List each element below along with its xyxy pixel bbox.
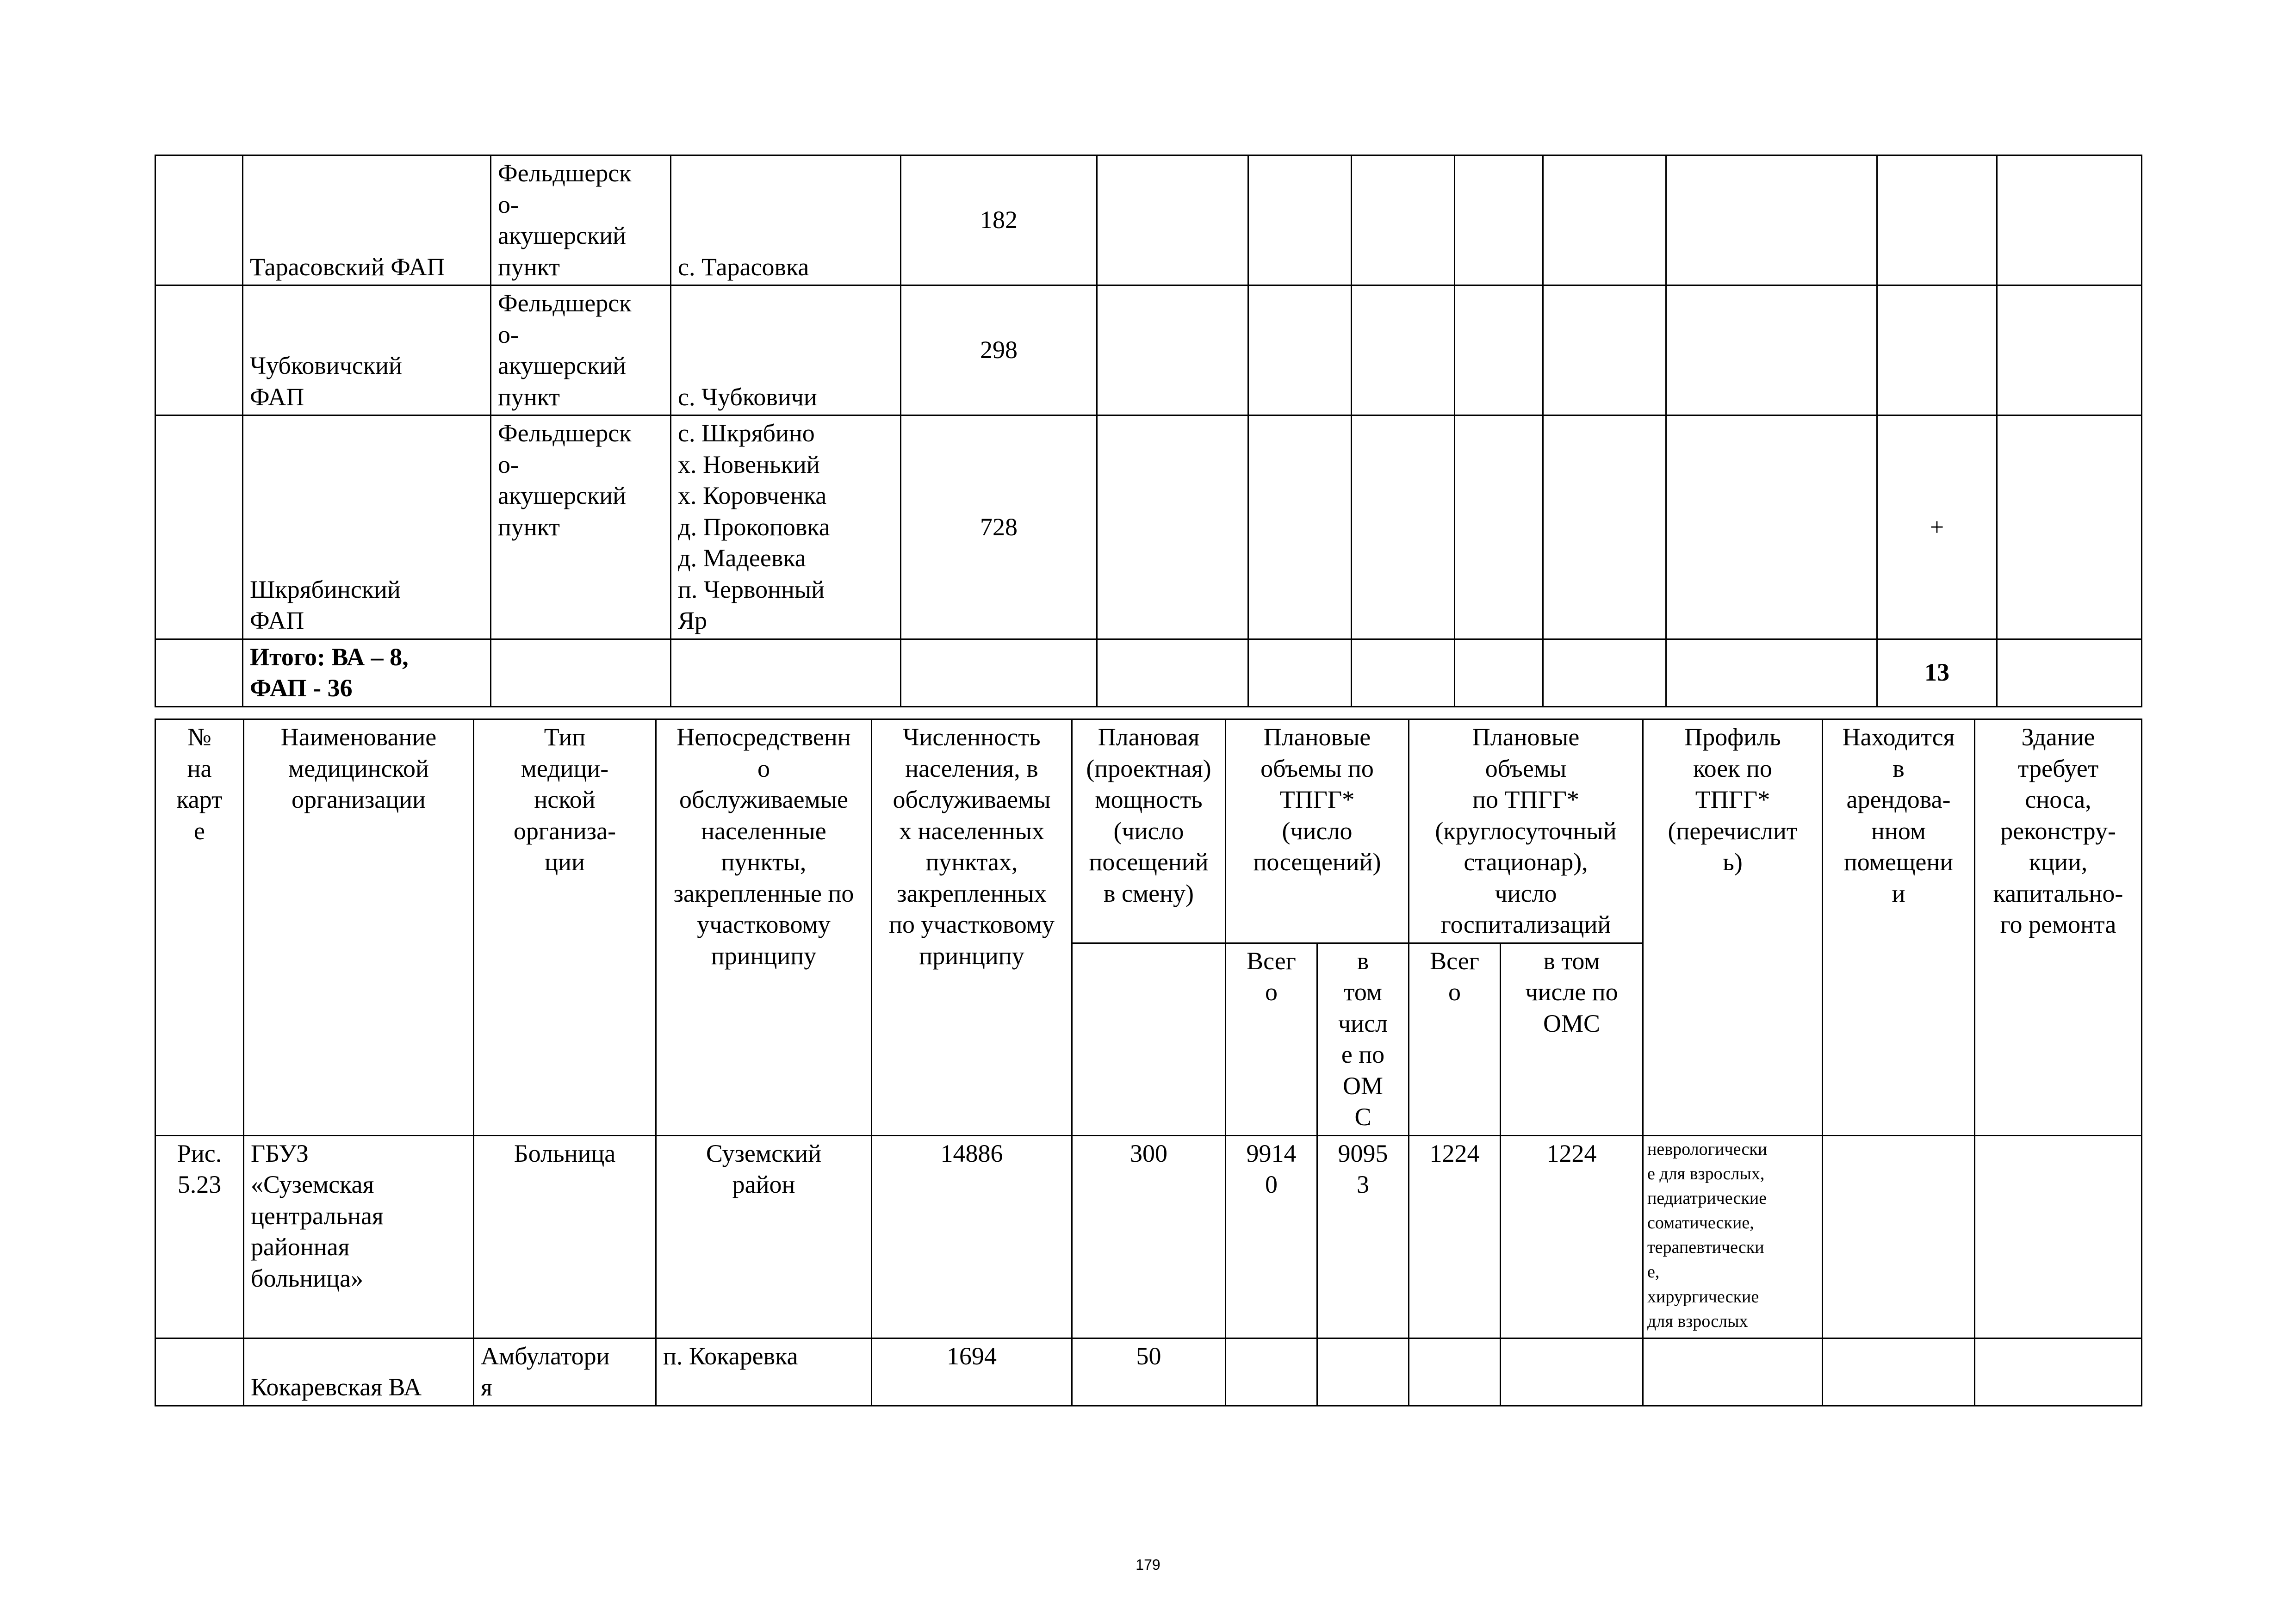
row-visits-total: 9914 0 — [1226, 1135, 1317, 1338]
page-number: 179 — [1136, 1556, 1160, 1573]
subheader-visits-oms: в том числ е по ОМ С — [1317, 943, 1409, 1135]
row-bed-profile: неврологически е для взрослых, педиатрические соматические, терапевтически е, хирургические для взрослых — [1643, 1135, 1823, 1338]
row-repair — [1975, 1338, 2142, 1406]
facility-type: Фельдшерск о- акушерский пункт — [491, 155, 671, 285]
row-capacity: 300 — [1072, 1135, 1226, 1338]
row-hosp-total: 1224 — [1409, 1135, 1501, 1338]
facility-population: 182 — [901, 155, 1097, 285]
subheader-hosp-oms: в том числе по ОМС — [1501, 943, 1643, 1135]
facility-name: Шкрябинский ФАП — [243, 415, 491, 639]
row-hosp-total — [1409, 1338, 1501, 1406]
header-places: Непосредственн о обслуживаемые населенные пункты, закрепленные по участковому принципу — [656, 719, 872, 1136]
header-type: Тип медици- нской организа- ции — [474, 719, 656, 1136]
row-rented — [1823, 1135, 1975, 1338]
table-row — [155, 155, 2142, 285]
table-row — [155, 1135, 2142, 1338]
row-population: 14886 — [872, 1135, 1072, 1338]
row-type: Больница — [474, 1135, 656, 1338]
header-hospitalizations: Плановые объемы по ТПГГ* (круглосуточный стационар), число госпитализаций — [1409, 719, 1643, 943]
table-row — [155, 415, 2142, 639]
total-value: 13 — [1877, 639, 1997, 706]
facility-name: Тарасовский ФАП — [243, 155, 491, 285]
row-name: Кокаревская ВА — [244, 1338, 474, 1406]
header-name: Наименование медицинской организации — [244, 719, 474, 1136]
facility-population: 728 — [901, 415, 1097, 639]
header-visits: Плановые объемы по ТПГГ* (число посещений) — [1226, 719, 1409, 943]
row-num — [155, 1338, 244, 1406]
row-places: п. Кокаревка — [656, 1338, 872, 1406]
header-num: № на карт е — [155, 719, 244, 1136]
row-hosp-oms: 1224 — [1501, 1135, 1643, 1338]
row-bed-profile — [1643, 1338, 1823, 1406]
table-row — [155, 1338, 2142, 1406]
row-places: Суземский район — [656, 1135, 872, 1338]
row-capacity: 50 — [1072, 1338, 1226, 1406]
header-bed-profile: Профиль коек по ТПГГ* (перечислит ь) — [1643, 719, 1823, 1136]
header-rented: Находится в арендова- нном помещени и — [1823, 719, 1975, 1136]
row-repair — [1975, 1135, 2142, 1338]
facility-mark — [1877, 155, 1997, 285]
row-population: 1694 — [872, 1338, 1072, 1406]
row-num: Рис. 5.23 — [155, 1135, 244, 1338]
subheader-hosp-total: Всег о — [1409, 943, 1501, 1135]
table-row — [155, 285, 2142, 415]
header-population: Численность населения, в обслуживаемы х населенных пунктах, закрепленных по участковому принципу — [872, 719, 1072, 1136]
facility-places: с. Шкрябино х. Новенький х. Коровченка д. Прокоповка д. Мадеевка п. Червонный Яр — [671, 415, 901, 639]
total-row — [155, 639, 2142, 706]
facility-type: Фельдшерск о- акушерский пункт — [491, 415, 671, 639]
row-rented — [1823, 1338, 1975, 1406]
facilities-continuation-table — [155, 155, 2142, 707]
subheader-visits-total: Всег о — [1226, 943, 1317, 1135]
header-capacity: Плановая (проектная) мощность (число посещений в смену) — [1072, 719, 1226, 943]
facility-places: с. Чубковичи — [671, 285, 901, 415]
row-type: Амбулатори я — [474, 1338, 656, 1406]
row-visits-oms — [1317, 1338, 1409, 1406]
facility-places: с. Тарасовка — [671, 155, 901, 285]
row-visits-total — [1226, 1338, 1317, 1406]
row-visits-oms: 9095 3 — [1317, 1135, 1409, 1338]
medical-organizations-table — [155, 719, 2142, 1406]
header-repair: Здание требует сноса, реконстру- кции, капитально- го ремонта — [1975, 719, 2142, 1136]
facility-name: Чубковичский ФАП — [243, 285, 491, 415]
total-label: Итого: ВА – 8, ФАП - 36 — [243, 639, 491, 706]
header-row — [155, 719, 2142, 943]
row-hosp-oms — [1501, 1338, 1643, 1406]
facility-type: Фельдшерск о- акушерский пункт — [491, 285, 671, 415]
facility-mark — [1877, 285, 1997, 415]
facility-population: 298 — [901, 285, 1097, 415]
row-name: ГБУЗ «Суземская центральная районная больница» — [244, 1135, 474, 1338]
facility-mark: + — [1877, 415, 1997, 639]
